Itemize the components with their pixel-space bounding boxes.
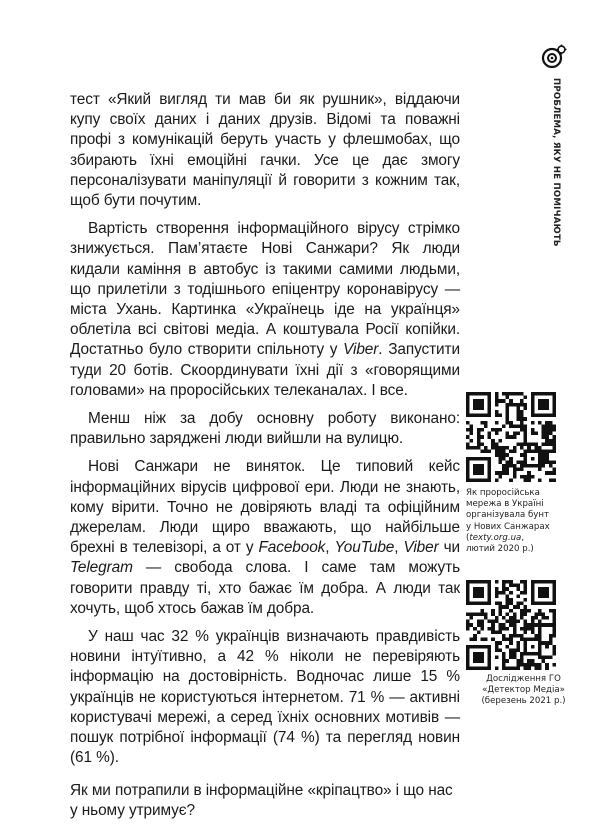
- target-gear-icon: [541, 44, 567, 70]
- body-text: [70, 90, 460, 829]
- qr-caption-novi-sanzhary: [466, 488, 581, 555]
- caption-line: у Нових Санжарах: [466, 521, 550, 532]
- qr-caption-detector-media: [466, 674, 581, 708]
- caption-line: (березень 2021 р.): [481, 696, 566, 707]
- caption-line: Як проросійська: [466, 488, 540, 498]
- paragraph-2: Вартість створення інформаційного вірусу стрімко знижується. Пам’ятаєте Нові Санжари? Як люди кидали каміння в автобус із такими самими людьми, що прилетіли з тодішнього епіцентру коронавірусу — міста Ухань. Картинка «Українець іде на українця» облетіла всі світові медіа. А коштувала Росії копійки. Достатньо було створити спільноту у Viber. Запустити туди 20 ботів. Скоординувати їхні дії з «говорящими головами» на проросійських телеканалах. І все.: [70, 220, 460, 399]
- qr-code-icon[interactable]: [466, 580, 556, 670]
- caption-line: мережа в Україні: [466, 499, 544, 510]
- paragraph-5: У наш час 32 % українців визначають правдивість новини інтуїтивно, а 42 % ніколи не перевіряють інформацію на достовірність. Водночас лише 15 % українців не користуються інтернетом. 71 % — активні користувачі мережі, а серед їхніх основних мотивів — пошук потрібної інформації (74 %) та перегляд новин (61 %).: [70, 628, 460, 767]
- paragraph-3: Менш ніж за добу основну роботу виконано: правильно заряджені люди вийшли на вулицю.: [70, 410, 460, 448]
- paragraph-4: Нові Санжари не виняток. Це типовий кейс інформаційних вірусів цифрової ери. Люди не знають, кому вірити. Точно не довіряють владі та офіційним джерелам. Люди щиро вважають, що найбільше брехні в телевізорі, а от у Facebook, YouTube, Viber чи Telegram — свобода слова. І саме там можуть говорити правду ті, хто бажає їм добра. А люди так хочуть, щоб хтось бажав їм добра.: [70, 458, 461, 617]
- closing-question: Як ми потрапили в інформаційне «кріпацтво» і що нас у ньому утримує?: [70, 781, 453, 819]
- caption-line: «Детектор Медіа»: [482, 685, 565, 696]
- running-head-text: ПРОБЛЕМА, ЯКУ НЕ ПОМІЧАЮТЬ: [551, 78, 561, 247]
- caption-line: (texty.org.ua,: [466, 532, 525, 543]
- caption-line: Дослідження ГО: [486, 674, 561, 684]
- caption-line: організувала бунт: [466, 510, 549, 521]
- qr-code-icon[interactable]: [466, 392, 556, 482]
- paragraph-1: тест «Який вигляд ти мав би як рушник», віддаючи купу своїх даних і даних друзів. Відомі та поважні профі з комунікацій беруть участь у флешмобах, що збирають їхні емоційні гачки. Усе це дає змогу персоналізувати маніпуляції й говорити з кожним так, щоб бути почутим.: [70, 91, 460, 210]
- running-head: [548, 78, 562, 308]
- caption-line: лютий 2020 р.): [466, 544, 534, 555]
